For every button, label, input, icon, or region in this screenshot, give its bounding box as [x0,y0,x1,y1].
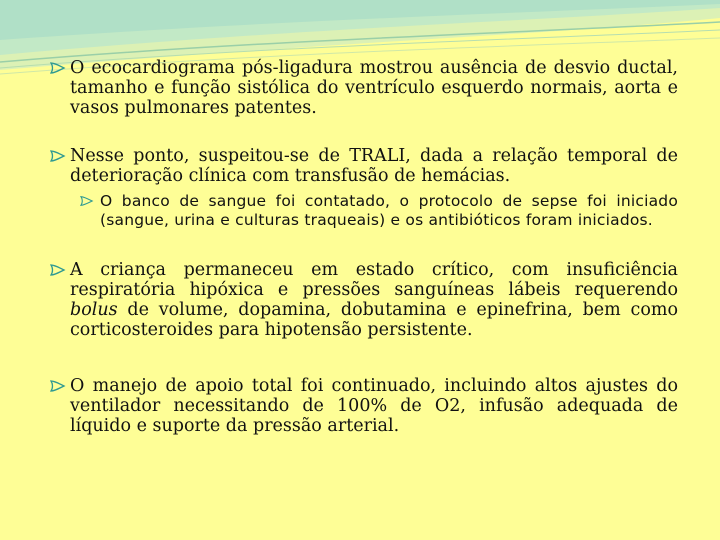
bullet-3-italic-term: bolus [70,300,118,320]
sub-bullet-1-text: O banco de sangue foi contatado, o protocolo de sepse foi iniciado (sangue, urina e culturas traqueais) e os antibióticos foram iniciados. [100,192,678,229]
bullet-1-text: O ecocardiograma pós-ligadura mostrou ausência de desvio ductal, tamanho e função sistólica do ventrículo esquerdo normais, aorta e vasos pulmonares patentes. [70,58,678,118]
bullet-arrow-icon [50,61,66,75]
bullet-3-text-before: A criança permaneceu em estado crítico, com insuficiência respiratória hipóxica e pressões sanguíneas lábeis requerendo [70,260,678,300]
slide-body [48,58,678,436]
sub-bullet-1 [78,192,678,230]
sub-bullet-arrow-icon [80,195,94,207]
bullet-3-text-after: de volume, dopamina, dobutamina e epinefrina, bem como corticosteroides para hipotensão persistente. [70,300,678,340]
bullet-arrow-icon [50,263,66,277]
bullet-4-text: O manejo de apoio total foi continuado, incluindo altos ajustes do ventilador necessitando de 100% de O2, infusão adequada de líquido e suporte da pressão arterial. [70,376,678,436]
bullet-4 [48,376,678,436]
bullet-2-text: Nesse ponto, suspeitou-se de TRALI, dada a relação temporal de deterioração clínica com transfusão de hemácias. [70,146,678,186]
bullet-1 [48,58,678,118]
bullet-arrow-icon [50,149,66,163]
bullet-2 [48,146,678,186]
bullet-3 [48,260,678,340]
bullet-arrow-icon [50,379,66,393]
